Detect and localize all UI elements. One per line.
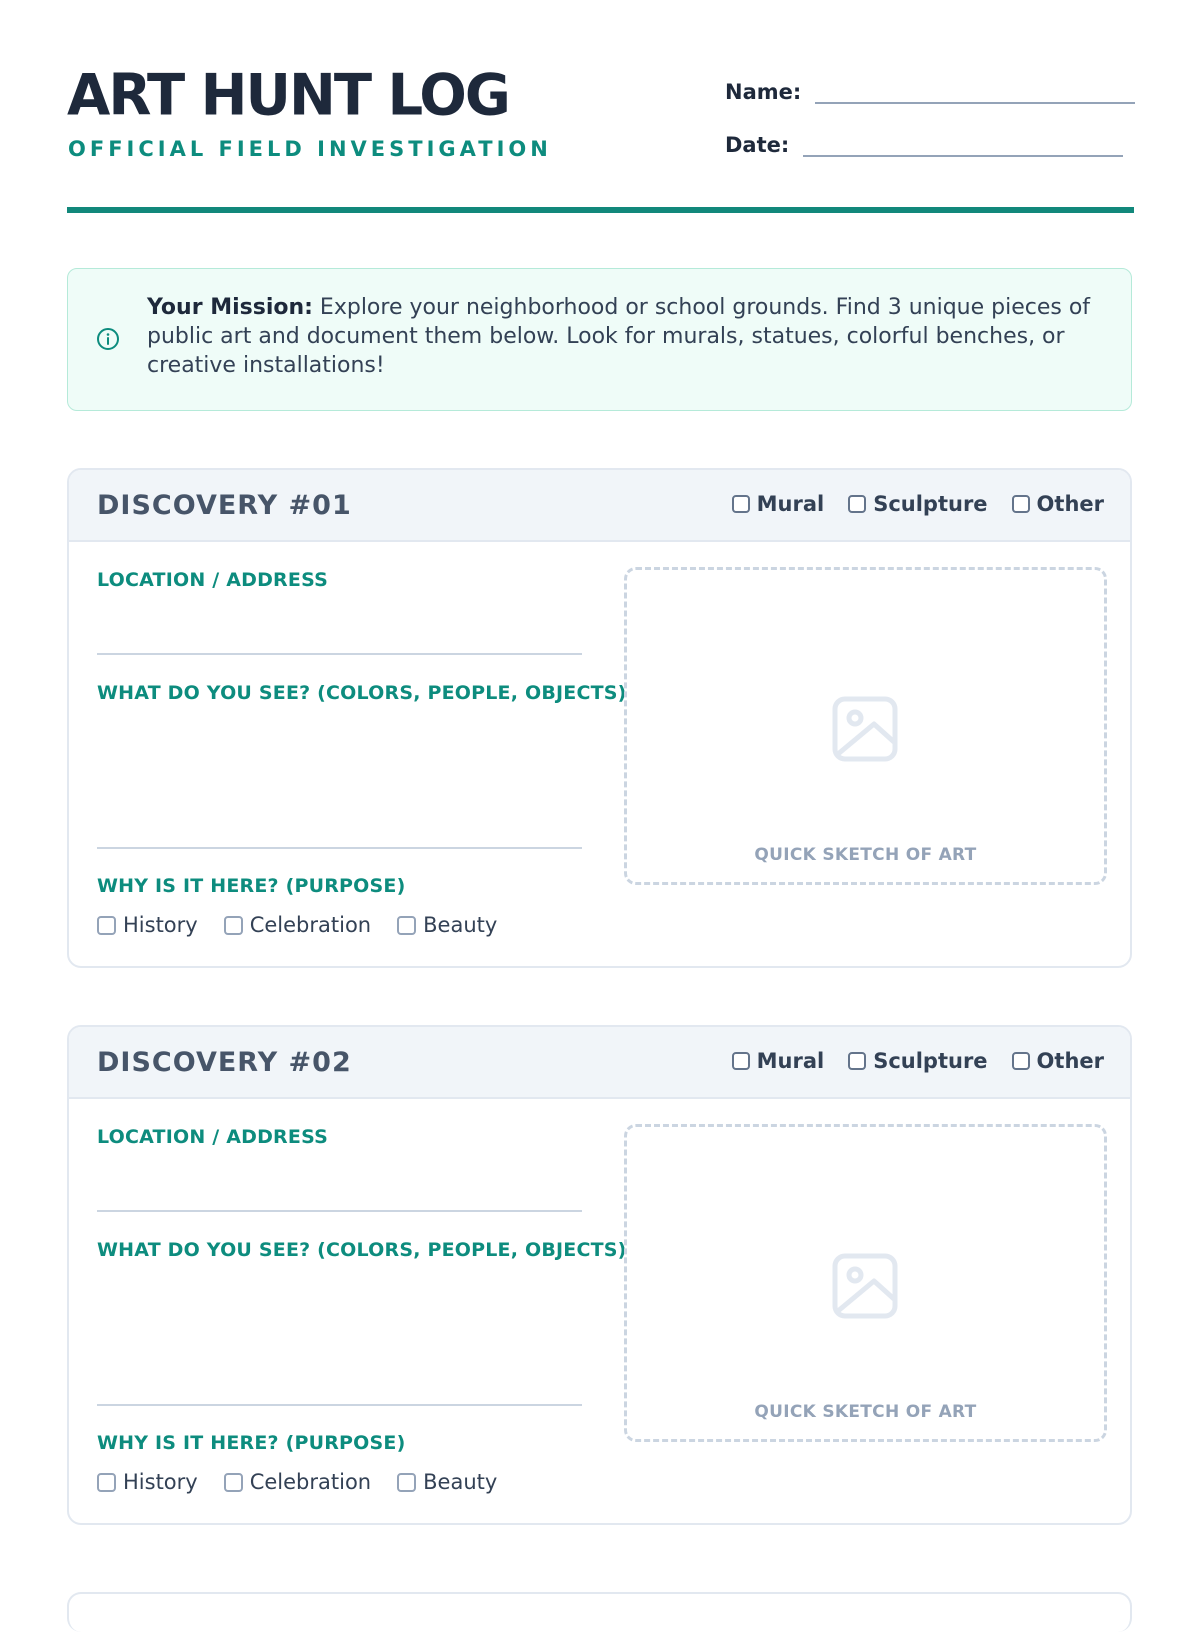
- image-icon: [832, 1253, 898, 1319]
- checkbox[interactable]: [1012, 1052, 1030, 1070]
- mission-lead: Your Mission:: [147, 295, 313, 320]
- date-field[interactable]: [803, 125, 1123, 157]
- date-label: Date:: [725, 133, 790, 157]
- sketch-area[interactable]: [624, 1124, 1107, 1442]
- purpose-option-history[interactable]: [97, 1470, 198, 1494]
- location-field[interactable]: [97, 653, 582, 655]
- name-row: [725, 72, 1135, 104]
- purpose-label: Celebration: [249, 1470, 372, 1494]
- purpose-label: Beauty: [423, 913, 498, 937]
- info-icon: [96, 327, 120, 351]
- purpose-label: History: [123, 913, 198, 937]
- discovery-header: [69, 470, 1130, 542]
- sketch-caption: QUICK SKETCH OF ART: [754, 845, 977, 865]
- purpose-option-beauty[interactable]: [397, 1470, 497, 1494]
- discovery-header: [69, 1027, 1130, 1099]
- location-label: LOCATION / ADDRESS: [97, 569, 328, 591]
- image-icon: [832, 696, 898, 762]
- type-label: Mural: [756, 1049, 825, 1073]
- location-label: LOCATION / ADDRESS: [97, 1126, 328, 1148]
- page-title: ART HUNT LOG: [67, 62, 509, 129]
- observation-field[interactable]: [97, 847, 582, 849]
- name-label: Name:: [725, 80, 802, 104]
- type-option-mural[interactable]: [732, 1049, 825, 1073]
- checkbox[interactable]: [397, 916, 416, 935]
- type-label: Mural: [756, 492, 825, 516]
- sketch-caption: QUICK SKETCH OF ART: [754, 1402, 977, 1422]
- type-option-mural[interactable]: [732, 492, 825, 516]
- discovery-title: DISCOVERY #02: [97, 1047, 352, 1078]
- page-subtitle: OFFICIAL FIELD INVESTIGATION: [68, 137, 552, 161]
- type-label: Other: [1036, 492, 1104, 516]
- sketch-area[interactable]: [624, 567, 1107, 885]
- observation-label: WHAT DO YOU SEE? (COLORS, PEOPLE, OBJECTS): [97, 1239, 627, 1261]
- type-label: Sculpture: [873, 1049, 988, 1073]
- purpose-option-history[interactable]: [97, 913, 198, 937]
- observation-field[interactable]: [97, 1404, 582, 1406]
- mission-body: Explore your neighborhood or school grounds. Find 3 unique pieces of public art and document them below. Look for murals, statues, colorful benches, or creative installations!: [147, 295, 1091, 378]
- type-option-other[interactable]: [1012, 1049, 1104, 1073]
- checkbox[interactable]: [732, 1052, 750, 1070]
- type-label: Other: [1036, 1049, 1104, 1073]
- checkbox[interactable]: [848, 1052, 866, 1070]
- checkbox[interactable]: [97, 1473, 116, 1492]
- location-field[interactable]: [97, 1210, 582, 1212]
- type-option-sculpture[interactable]: [848, 492, 987, 516]
- header-divider: [67, 207, 1134, 213]
- type-label: Sculpture: [873, 492, 988, 516]
- checkbox[interactable]: [1012, 495, 1030, 513]
- mission-text: [147, 293, 1097, 380]
- date-row: [725, 125, 1123, 157]
- checkbox[interactable]: [848, 495, 866, 513]
- art-type-options: [732, 492, 1104, 516]
- art-type-options: [732, 1049, 1104, 1073]
- header: [67, 0, 1134, 215]
- purpose-option-celebration[interactable]: [224, 1470, 371, 1494]
- purpose-options: [97, 1470, 497, 1494]
- checkbox[interactable]: [224, 916, 243, 935]
- type-option-other[interactable]: [1012, 492, 1104, 516]
- checkbox[interactable]: [732, 495, 750, 513]
- checkbox[interactable]: [397, 1473, 416, 1492]
- mission-callout: [67, 268, 1132, 411]
- purpose-label: Beauty: [423, 1470, 498, 1494]
- purpose-label: WHY IS IT HERE? (PURPOSE): [97, 1432, 406, 1454]
- discovery-card: [67, 468, 1132, 968]
- checkbox[interactable]: [97, 916, 116, 935]
- observation-label: WHAT DO YOU SEE? (COLORS, PEOPLE, OBJECTS): [97, 682, 627, 704]
- purpose-option-celebration[interactable]: [224, 913, 371, 937]
- name-field[interactable]: [815, 72, 1135, 104]
- purpose-label: Celebration: [249, 913, 372, 937]
- worksheet: [67, 0, 1134, 1494]
- purpose-label: WHY IS IT HERE? (PURPOSE): [97, 875, 406, 897]
- discovery-title: DISCOVERY #01: [97, 490, 352, 521]
- discovery-card: [67, 1025, 1132, 1525]
- checkbox[interactable]: [224, 1473, 243, 1492]
- purpose-option-beauty[interactable]: [397, 913, 497, 937]
- purpose-options: [97, 913, 497, 937]
- purpose-label: History: [123, 1470, 198, 1494]
- discovery-card: [67, 1592, 1132, 1632]
- type-option-sculpture[interactable]: [848, 1049, 987, 1073]
